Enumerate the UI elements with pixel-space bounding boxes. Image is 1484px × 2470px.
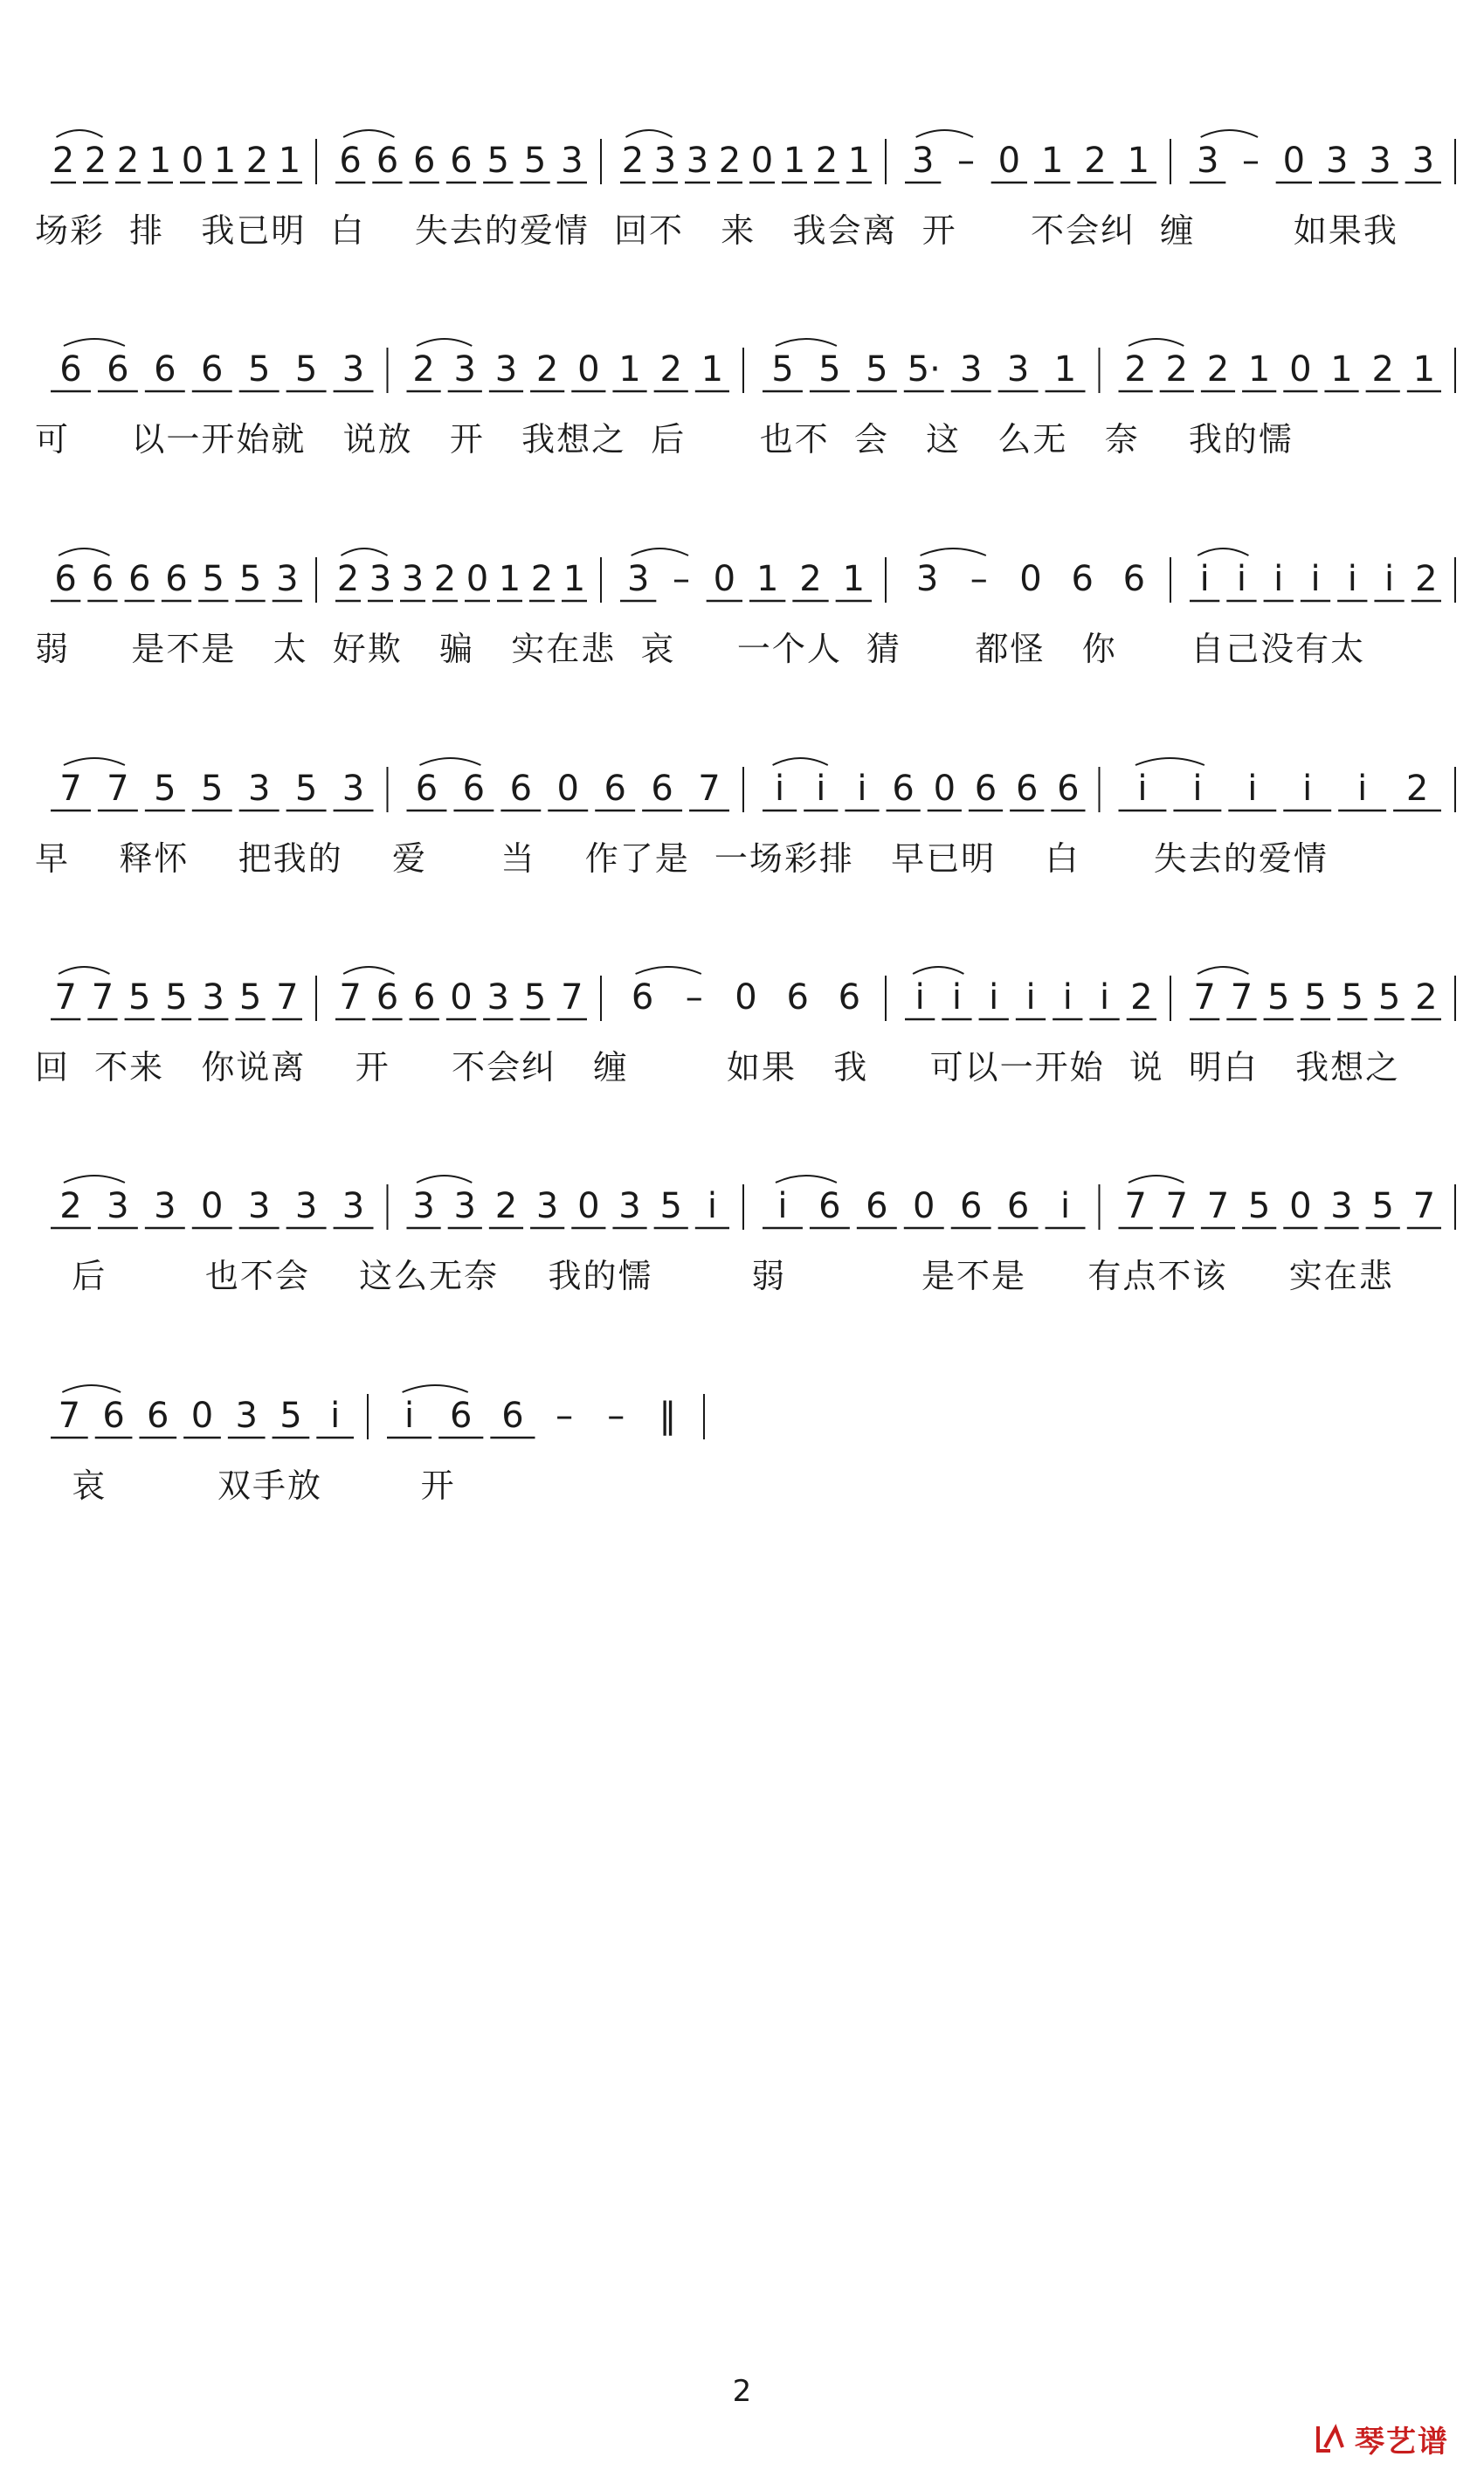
note: 5 [294,769,318,809]
note: 6 [501,1396,524,1436]
note: 6 [974,769,997,809]
note: 3 [1369,141,1391,181]
note: 2 [535,349,559,390]
note: 2 [1405,769,1429,809]
note: i [1310,559,1321,599]
note: 3 [915,559,939,599]
note: 3 [494,349,518,390]
note: 3 [247,769,271,809]
note: 6 [631,977,654,1018]
note: 7 [276,977,299,1018]
note: 2 [815,141,839,181]
note: 2 [494,1186,518,1226]
note: 2 [1165,349,1189,390]
note: 3 [911,141,935,181]
notation-svg [35,1382,1459,1452]
note: i [1100,977,1110,1018]
note: 7 [561,977,583,1018]
note: 3 [342,1186,365,1226]
note: 2 [412,349,435,390]
slur-arc [916,130,973,137]
note: 3 [535,1186,559,1226]
note: 5 [1371,1186,1394,1226]
note: 1 [1127,141,1150,181]
note: i [1236,559,1246,599]
note: 1 [213,141,237,181]
note: 6 [376,977,399,1018]
slur-arc [59,549,109,555]
note: 6 [462,769,486,809]
note: i [951,977,962,1018]
note: 5 [202,559,225,599]
note: – [1242,141,1260,181]
note: i [1273,559,1284,599]
slur-arc [921,549,986,555]
note: 1 [1040,141,1064,181]
note: – [685,977,703,1018]
note: 6 [1006,1186,1030,1226]
note: 7 [1412,1186,1436,1226]
slur-arc [419,758,480,765]
note: i [707,1186,717,1226]
note: 7 [107,769,129,809]
note: 5 [1377,977,1401,1018]
slur-arc [64,758,125,765]
notation-svg [35,1172,1459,1242]
lyrics-line: 后 也不会 这么无奈 我的懦 弱 是不是 有点不该 实在悲 [35,1257,1394,1295]
note: 2 [1415,559,1438,599]
note: i [1137,769,1148,809]
note: 0 [750,141,774,181]
note: 3 [342,769,365,809]
note: 5 [818,349,841,390]
note: i [1062,977,1073,1018]
slur-arc [62,1385,121,1392]
slur-arc [773,758,828,765]
slur-arc [57,130,103,137]
note: 1 [1330,349,1353,390]
note: i [1025,977,1036,1018]
note: 3 [107,1186,129,1226]
note: 0 [450,977,473,1018]
note: 0 [997,141,1021,181]
note: 5 [280,1396,302,1436]
note: 3 [1412,141,1435,181]
note: 6 [201,349,224,390]
note: 2 [799,559,822,599]
notation-svg [35,963,1459,1033]
slur-arc [632,549,688,555]
brand-logo [1313,2418,1449,2460]
note: 3 [412,1186,435,1226]
note: 1 [563,559,586,599]
note: 3 [235,1396,258,1436]
score-system [35,545,1459,685]
slur-arc [59,967,109,974]
note: 6 [866,1186,888,1226]
note: 1 [842,559,866,599]
note: 3 [342,349,365,390]
note: 5 [487,141,510,181]
note: – [673,559,690,599]
note: 5 [523,977,547,1018]
note: 6 [1015,769,1039,809]
note: 0 [735,977,757,1018]
note: 5 [201,769,224,809]
note: 6 [450,141,473,181]
note: 6 [604,769,626,809]
note: i [777,1186,788,1226]
notation-svg [35,545,1459,615]
note: 2 [1124,349,1147,390]
note: 3 [1330,1186,1353,1226]
note: 5 [1267,977,1290,1018]
note: – [957,141,975,181]
score-system [35,1382,1459,1521]
note: 2 [1130,977,1153,1018]
note: i [1192,769,1203,809]
note: 6 [415,769,438,809]
slur-arc [1198,967,1248,974]
note: 6 [147,1396,169,1436]
note: i [1060,1186,1071,1226]
slur-arc [417,339,472,346]
note: 5 [294,349,318,390]
note: 5 [523,141,547,181]
note: 0 [466,559,489,599]
note: 6 [154,349,176,390]
note: 0 [1289,1186,1312,1226]
lyrics-line: 回 不来 你说离 开 不会纠 缠 如果 我 可以一开始 说 明白 我想之 [35,1048,1401,1087]
note: 5 [238,559,262,599]
note: 6 [107,349,129,390]
note: 6 [786,977,809,1018]
notation-line [35,963,1459,1026]
note: 5 [659,1186,682,1226]
note: 5 [247,349,271,390]
note: 5 [1341,977,1364,1018]
note: 5 [1304,977,1327,1018]
note: i [1384,559,1395,599]
note: 2 [245,141,269,181]
note: 2 [1371,349,1394,390]
note: 5 [866,349,888,390]
note: i [915,977,925,1018]
note: 6 [1071,559,1094,599]
note: 7 [698,769,721,809]
notation-svg [35,335,1459,405]
note: 7 [339,977,362,1018]
lyrics-line: 可 以一开始就 说放 开 我想之 后 也不 会 这 么无 奈 我的懦 [35,420,1294,459]
note: 0 [713,559,736,599]
note: 2 [1415,977,1438,1018]
note: 1 [618,349,641,390]
brand-name: 琴艺谱 [1355,2424,1449,2460]
note: 5 [128,977,151,1018]
note: 0 [577,349,600,390]
note: 3 [202,977,225,1018]
slur-arc [1135,758,1204,765]
note: 3 [401,559,424,599]
note: 6 [959,1186,983,1226]
slur-arc [1129,339,1184,346]
note: i [1357,769,1368,809]
note: ‖ [659,1396,677,1436]
note: 0 [201,1186,224,1226]
notation-line [35,1172,1459,1235]
note: 1 [701,349,724,390]
notation-line [35,335,1459,398]
note: 6 [651,769,673,809]
note: 2 [621,141,645,181]
note: 3 [653,141,677,181]
notation-svg [35,755,1459,824]
note: 6 [412,977,436,1018]
note: 1 [148,141,172,181]
note: 2 [52,141,75,181]
note: 0 [577,1186,600,1226]
score-system [35,963,1459,1103]
note: 0 [913,1186,935,1226]
slur-arc [1198,549,1248,555]
note: 3 [618,1186,641,1226]
note: 5 [154,769,176,809]
note: 7 [1193,977,1216,1018]
note: 3 [686,141,709,181]
note: 6 [1057,769,1080,809]
note: 0 [556,769,579,809]
note: 6 [376,141,399,181]
note: 6 [339,141,362,181]
slur-arc [343,130,394,137]
lyrics-line: 场彩 排 我已明 白 失去的爱情 回不 来 我会离 开 不会纠 缠 如果我 [35,211,1398,250]
note: 7 [1230,977,1253,1018]
note: 6 [128,559,151,599]
note: 6 [450,1396,473,1436]
note: 6 [54,559,77,599]
note: 6 [91,559,114,599]
slur-arc [636,967,701,974]
note: 0 [933,769,956,809]
note: i [1302,769,1313,809]
note: 6 [412,141,436,181]
brand-logo-icon [1313,2421,1348,2456]
note: 6 [102,1396,125,1436]
slur-arc [913,967,963,974]
note: 5 [165,977,188,1018]
slur-arc [343,967,394,974]
note: 7 [1206,1186,1230,1226]
note: – [970,559,988,599]
note: 0 [181,141,204,181]
note: 5 [238,977,262,1018]
page-number: 2 [732,2374,752,2409]
note: 1 [1247,349,1271,390]
slur-arc [1129,1176,1184,1183]
slur-arc [776,339,837,346]
note: 5 [1247,1186,1271,1226]
note: 2 [59,1186,82,1226]
note: i [775,769,785,809]
note: 6 [818,1186,841,1226]
note: 3 [247,1186,271,1226]
note: 3 [276,559,299,599]
slur-arc [64,339,125,346]
note: 1 [498,559,521,599]
note: 6 [509,769,533,809]
note: 1 [1053,349,1077,390]
note: 7 [1165,1186,1189,1226]
note: i [816,769,826,809]
note: 3 [453,1186,477,1226]
note: i [857,769,867,809]
note: 3 [626,559,650,599]
note: 7 [91,977,114,1018]
note: 2 [1084,141,1107,181]
note: 6 [165,559,188,599]
note: 2 [336,559,360,599]
score-system [35,1172,1459,1312]
notation-line [35,1382,1459,1445]
score-system [35,335,1459,475]
notation-line [35,127,1459,190]
notation-line [35,545,1459,608]
note: 1 [1412,349,1436,390]
lyrics-line: 弱 是不是 太 好欺 骗 实在悲 哀 一个人 猜 都怪 你 自己没有太 [35,630,1366,668]
note: 3 [154,1186,176,1226]
note: 2 [530,559,554,599]
notation-line [35,755,1459,818]
note: i [404,1396,415,1436]
note: i [1199,559,1210,599]
note: i [989,977,999,1018]
note: 3 [294,1186,318,1226]
score-system [35,127,1459,266]
slur-arc [1201,130,1258,137]
note: 2 [433,559,457,599]
slur-arc [403,1385,468,1392]
note: 3 [561,141,583,181]
note: 3 [487,977,510,1018]
note: 3 [1325,141,1349,181]
slur-arc [342,549,388,555]
lyrics-line: 哀 双手放 开 [35,1466,456,1505]
notation-svg [35,127,1459,197]
note: 6 [1122,559,1146,599]
note: i [330,1396,341,1436]
note: – [607,1396,625,1436]
note: 2 [659,349,682,390]
note: 7 [59,769,82,809]
note: 0 [1282,141,1306,181]
note: 3 [369,559,392,599]
note: 3 [453,349,477,390]
slur-arc [417,1176,472,1183]
note: 7 [54,977,77,1018]
lyrics-line: 早 释怀 把我的 爱 当 作了是 一场彩排 早已明 白 失去的爱情 [35,839,1329,878]
note: i [1247,769,1258,809]
note: 3 [959,349,983,390]
note: 1 [278,141,301,181]
note: 2 [1206,349,1230,390]
note: 5 [771,349,794,390]
note: 2 [116,141,140,181]
note: 1 [783,141,806,181]
note: 1 [756,559,779,599]
note: 0 [190,1396,214,1436]
slur-arc [64,1176,125,1183]
note: 7 [1124,1186,1147,1226]
note: 5· [907,349,941,390]
note: 7 [58,1396,81,1436]
note: 0 [1019,559,1042,599]
note: 6 [59,349,82,390]
note: 6 [838,977,861,1018]
slur-arc [776,1176,837,1183]
note: 2 [718,141,742,181]
note: 1 [847,141,871,181]
note: 0 [1289,349,1312,390]
note: – [556,1396,574,1436]
note: i [1347,559,1357,599]
note: 3 [1196,141,1219,181]
score-system [35,755,1459,894]
note: 2 [84,141,107,181]
note: 3 [1006,349,1030,390]
note: 6 [892,769,915,809]
slur-arc [626,130,673,137]
